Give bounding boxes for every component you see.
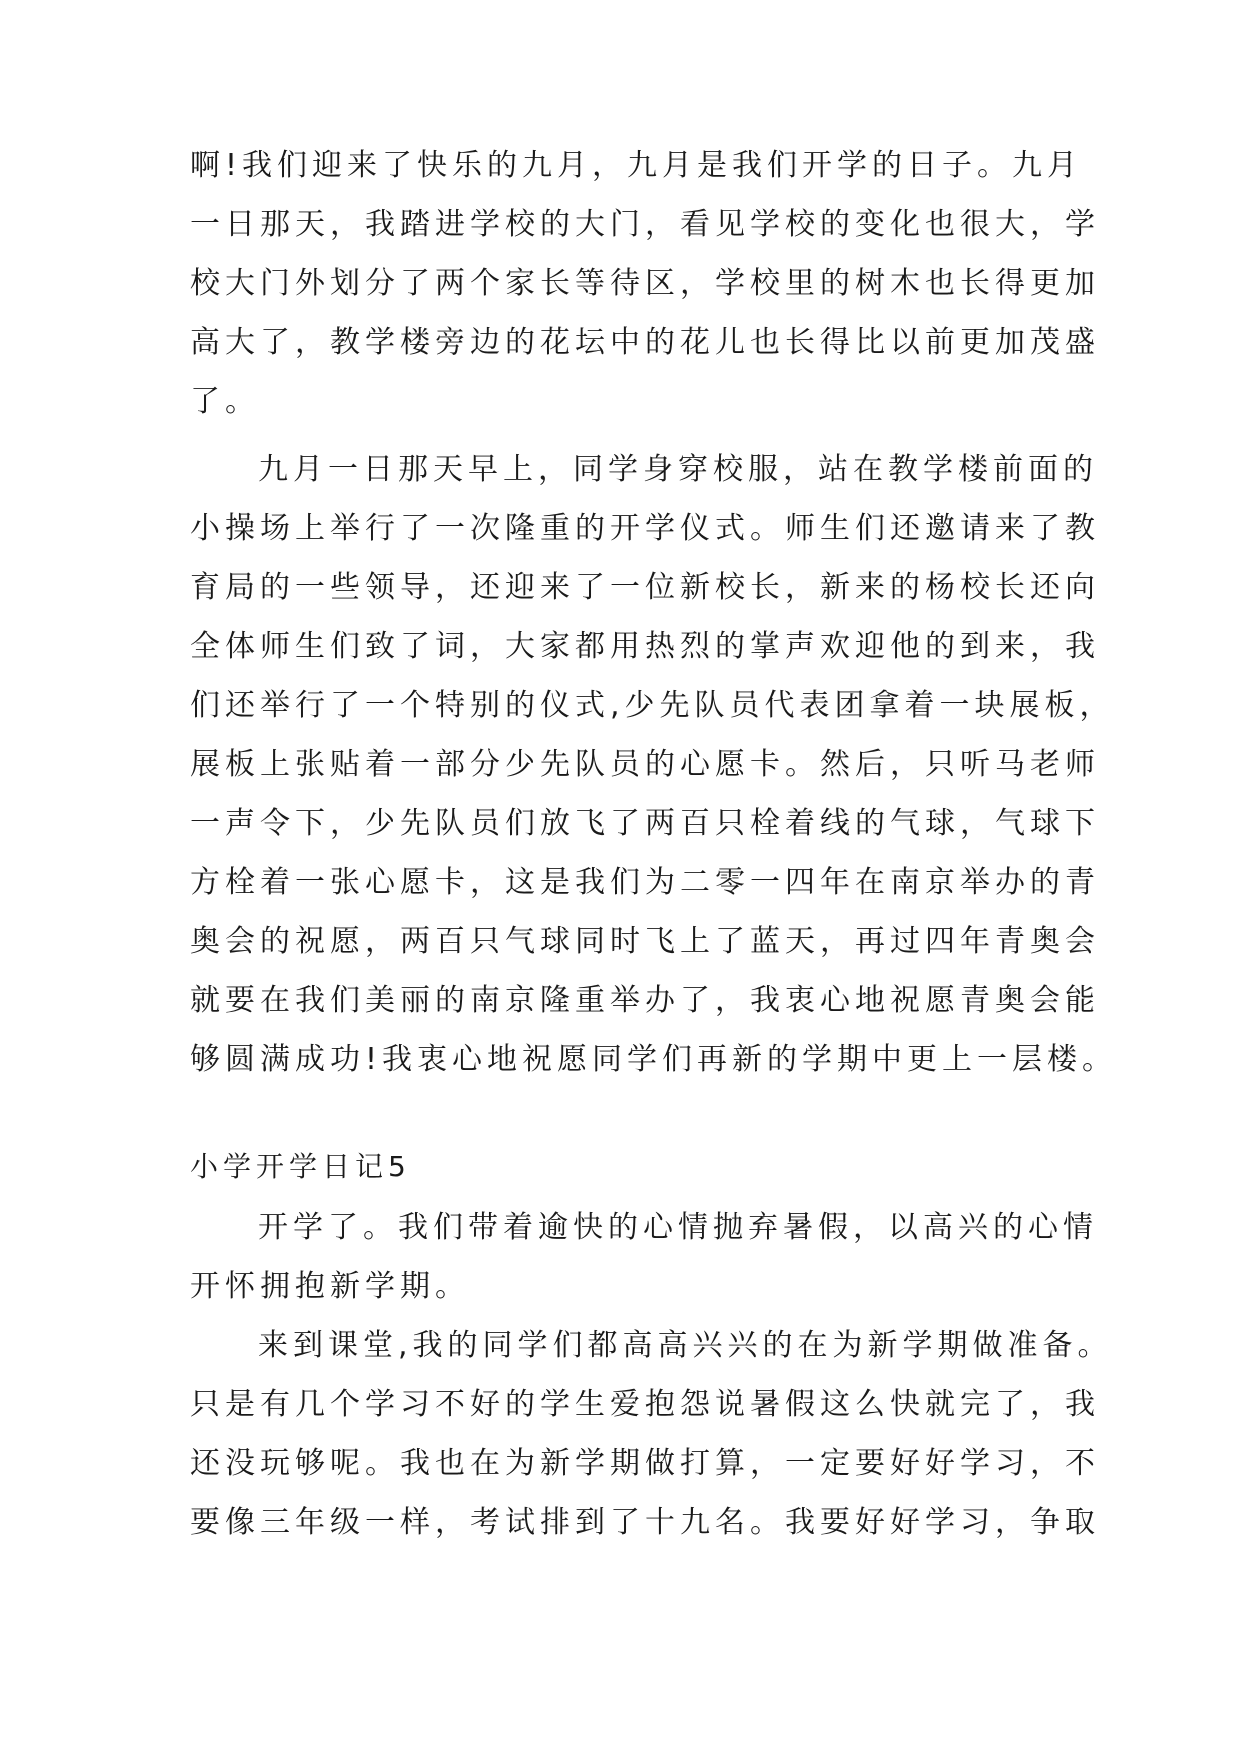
section-paragraph-2 xyxy=(190,1316,1113,1552)
paragraph-1 xyxy=(190,136,1100,431)
paragraph-line: 只是有几个学习不好的学生爱抱怨说暑假这么快就完了，我 xyxy=(190,1387,1100,1422)
section-heading-block xyxy=(190,1136,1060,1198)
paragraph-line: 要像三年级一样，考试排到了十九名。我要好好学习，争取 xyxy=(190,1505,1100,1540)
paragraph-line: 校大门外划分了两个家长等待区，学校里的树木也长得更加 xyxy=(190,266,1100,301)
paragraph-2 xyxy=(190,440,1118,1089)
paragraph-line: 来到课堂,我的同学们都高高兴兴的在为新学期做准备。 xyxy=(258,1328,1113,1363)
paragraph-line: 啊!我们迎来了快乐的九月，九月是我们开学的日子。九月 xyxy=(190,148,1083,183)
paragraph-line: 方栓着一张心愿卡，这是我们为二零一四年在南京举办的青 xyxy=(190,865,1100,900)
paragraph-line: 育局的一些领导，还迎来了一位新校长，新来的杨校长还向 xyxy=(190,570,1100,605)
section-paragraph-1 xyxy=(190,1198,1098,1316)
paragraph-line: 奥会的祝愿，两百只气球同时飞上了蓝天，再过四年青奥会 xyxy=(190,924,1100,959)
paragraph-line: 高大了，教学楼旁边的花坛中的花儿也长得比以前更加茂盛 xyxy=(190,325,1100,360)
paragraph-line: 九月一日那天早上，同学身穿校服，站在教学楼前面的 xyxy=(258,452,1098,487)
paragraph-line: 全体师生们致了词，大家都用热烈的掌声欢迎他的到来，我 xyxy=(190,629,1100,664)
paragraph-line: 就要在我们美丽的南京隆重举办了，我衷心地祝愿青奥会能 xyxy=(190,983,1100,1018)
paragraph-line: 了。 xyxy=(190,384,260,419)
paragraph-line: 一声令下，少先队员们放飞了两百只栓着线的气球，气球下 xyxy=(190,806,1100,841)
paragraph-line: 开学了。我们带着逾快的心情抛弃暑假，以高兴的心情 xyxy=(258,1210,1098,1245)
paragraph-line: 小操场上举行了一次隆重的开学仪式。师生们还邀请来了教 xyxy=(190,511,1100,546)
paragraph-line: 们还举行了一个特别的仪式,少先队员代表团拿着一块展板， xyxy=(190,688,1115,723)
section-heading: 小学开学日记5 xyxy=(190,1150,411,1183)
paragraph-line: 开怀拥抱新学期。 xyxy=(190,1269,470,1304)
paragraph-line: 一日那天，我踏进学校的大门，看见学校的变化也很大，学 xyxy=(190,207,1100,242)
paragraph-line: 够圆满成功!我衷心地祝愿同学们再新的学期中更上一层楼。 xyxy=(190,1042,1118,1077)
paragraph-line: 展板上张贴着一部分少先队员的心愿卡。然后，只听马老师 xyxy=(190,747,1100,782)
paragraph-line: 还没玩够呢。我也在为新学期做打算，一定要好好学习，不 xyxy=(190,1446,1100,1481)
